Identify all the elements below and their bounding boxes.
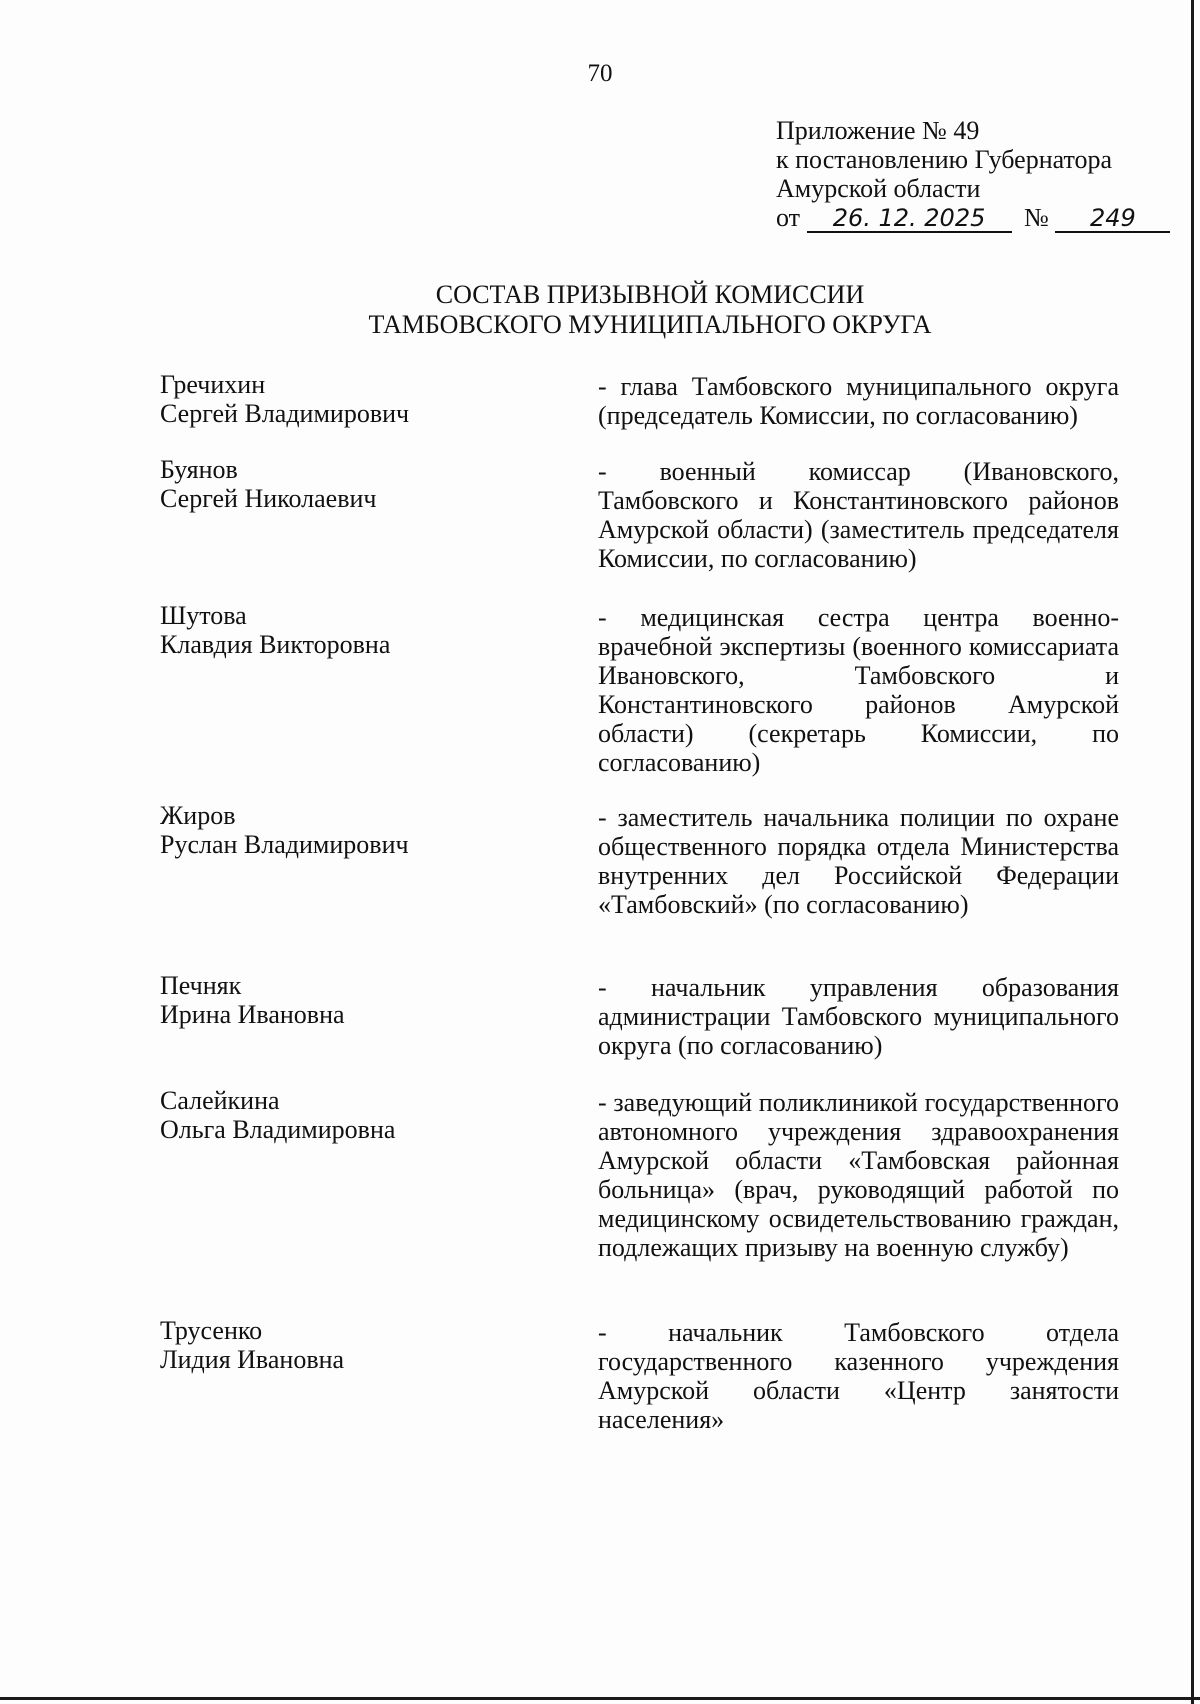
member-name — [160, 455, 580, 513]
member-role: - начальник Тамбовского отдела государственного казенного учреждения Амурской области «Центр занятости населения» — [598, 1318, 1119, 1434]
member-name — [160, 370, 580, 428]
appendix-region-line: Амурской области — [776, 174, 981, 203]
member-surname: Гречихин — [160, 370, 266, 399]
member-name — [160, 801, 580, 859]
member-name — [160, 1086, 580, 1144]
handwritten-date: 26. 12. 2025 — [807, 205, 1012, 233]
member-name — [160, 601, 580, 659]
member-role: - заместитель начальника полиции по охране общественного порядка отдела Министерства внутренних дел Российской Федерации «Тамбовский» (по согласованию) — [598, 803, 1119, 919]
scan-edge-right — [1191, 0, 1194, 1704]
member-surname: Жиров — [160, 801, 236, 830]
member-surname: Буянов — [160, 455, 238, 484]
member-given-names: Сергей Николаевич — [160, 484, 377, 513]
appendix-block — [776, 116, 1170, 233]
member-surname: Шутова — [160, 601, 247, 630]
member-given-names: Лидия Ивановна — [160, 1345, 345, 1374]
member-role: - медицинская сестра центра военно-врачебной экспертизы (военного комиссариата Ивановского, Тамбовского и Константиновского районов Амурской области) (секретарь Комиссии, по согласованию) — [598, 603, 1119, 777]
member-given-names: Ольга Владимировна — [160, 1115, 396, 1144]
member-role: - военный комиссар (Ивановского, Тамбовского и Константиновского районов Амурской области) (заместитель председателя Комиссии, по согласованию) — [598, 457, 1119, 573]
member-name — [160, 1316, 580, 1374]
member-given-names: Ирина Ивановна — [160, 1000, 345, 1029]
number-prefix: № — [1024, 203, 1049, 232]
document-title — [0, 280, 1200, 340]
scan-edge-bottom — [0, 1697, 1200, 1700]
member-given-names: Клавдия Викторовна — [160, 630, 391, 659]
title-line-2: ТАМБОВСКОГО МУНИЦИПАЛЬНОГО ОКРУГА — [368, 310, 932, 339]
member-given-names: Руслан Владимирович — [160, 830, 409, 859]
member-role: - глава Тамбовского муниципального округа (председатель Комиссии, по согласованию) — [598, 372, 1119, 430]
member-role: - начальник управления образования администрации Тамбовского муниципального округа (по согласованию) — [598, 973, 1119, 1060]
handwritten-number: 249 — [1055, 205, 1170, 233]
member-surname: Трусенко — [160, 1316, 263, 1345]
member-role: - заведующий поликлиникой государственного автономного учреждения здравоохранения Амурской области «Тамбовская районная больница» (врач, руководящий работой по медицинскому освидетельствованию граждан, подлежащих призыву на военную службу) — [598, 1088, 1119, 1262]
member-given-names: Сергей Владимирович — [160, 399, 410, 428]
appendix-decree-line: к постановлению Губернатора — [776, 145, 1113, 174]
appendix-date-row — [776, 203, 1170, 233]
member-surname: Печняк — [160, 971, 242, 1000]
member-name — [160, 971, 580, 1029]
date-prefix: от — [776, 203, 801, 232]
title-line-1: СОСТАВ ПРИЗЫВНОЙ КОМИССИИ — [435, 280, 865, 309]
page-number: 70 — [587, 60, 613, 87]
appendix-number: Приложение № 49 — [776, 116, 980, 145]
member-surname: Салейкина — [160, 1086, 280, 1115]
